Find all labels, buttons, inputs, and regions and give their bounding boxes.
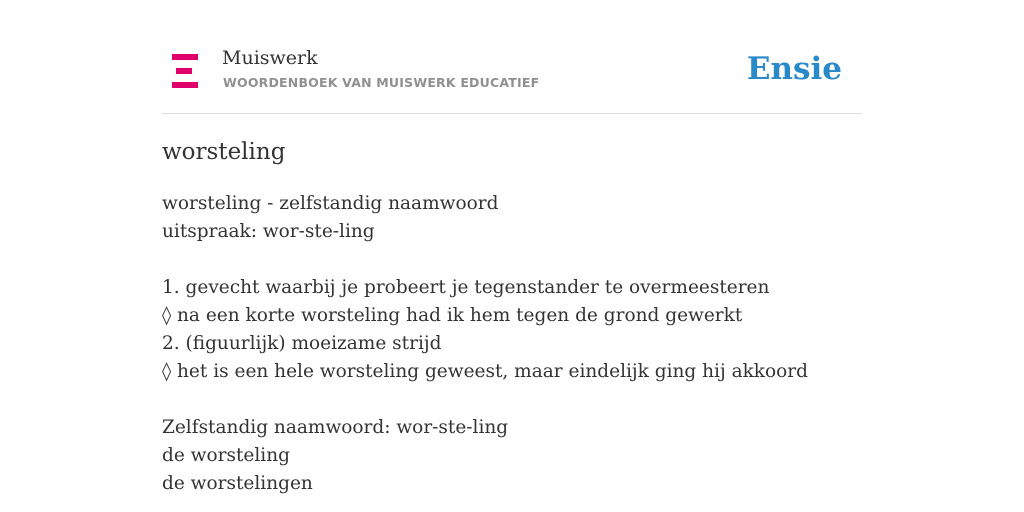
brand-name[interactable]: Muiswerk	[222, 47, 318, 69]
entry-line	[162, 246, 882, 274]
logo-bar-bottom	[172, 82, 198, 88]
entry-line: ◊ na een korte worsteling had ik hem tegen de grond gewerkt	[162, 305, 743, 326]
ensie-logo[interactable]: Ensie	[746, 51, 842, 87]
entry-title: worsteling	[162, 139, 286, 165]
entry-line: Zelfstandig naamwoord: wor-ste-ling	[162, 417, 509, 438]
header	[162, 0, 862, 114]
muiswerk-logo-icon[interactable]	[172, 54, 200, 88]
logo-bar-top	[172, 54, 198, 60]
entry-line: uitspraak: wor-ste-ling	[162, 221, 375, 242]
brand-subtitle: WOORDENBOEK VAN MUISWERK EDUCATIEF	[223, 75, 540, 90]
logo-bar-middle	[176, 68, 192, 74]
entry-line: de worstelingen	[162, 473, 313, 494]
entry-line: de worsteling	[162, 445, 290, 466]
entry-body	[162, 190, 882, 498]
entry-line: worsteling - zelfstandig naamwoord	[162, 193, 499, 214]
entry-line: 1. gevecht waarbij je probeert je tegenstander te overmeesteren	[162, 277, 770, 298]
entry-line: 2. (figuurlijk) moeizame strijd	[162, 333, 442, 354]
entry-line: ◊ het is een hele worsteling geweest, maar eindelijk ging hij akkoord	[162, 361, 808, 382]
entry-line	[162, 386, 882, 414]
